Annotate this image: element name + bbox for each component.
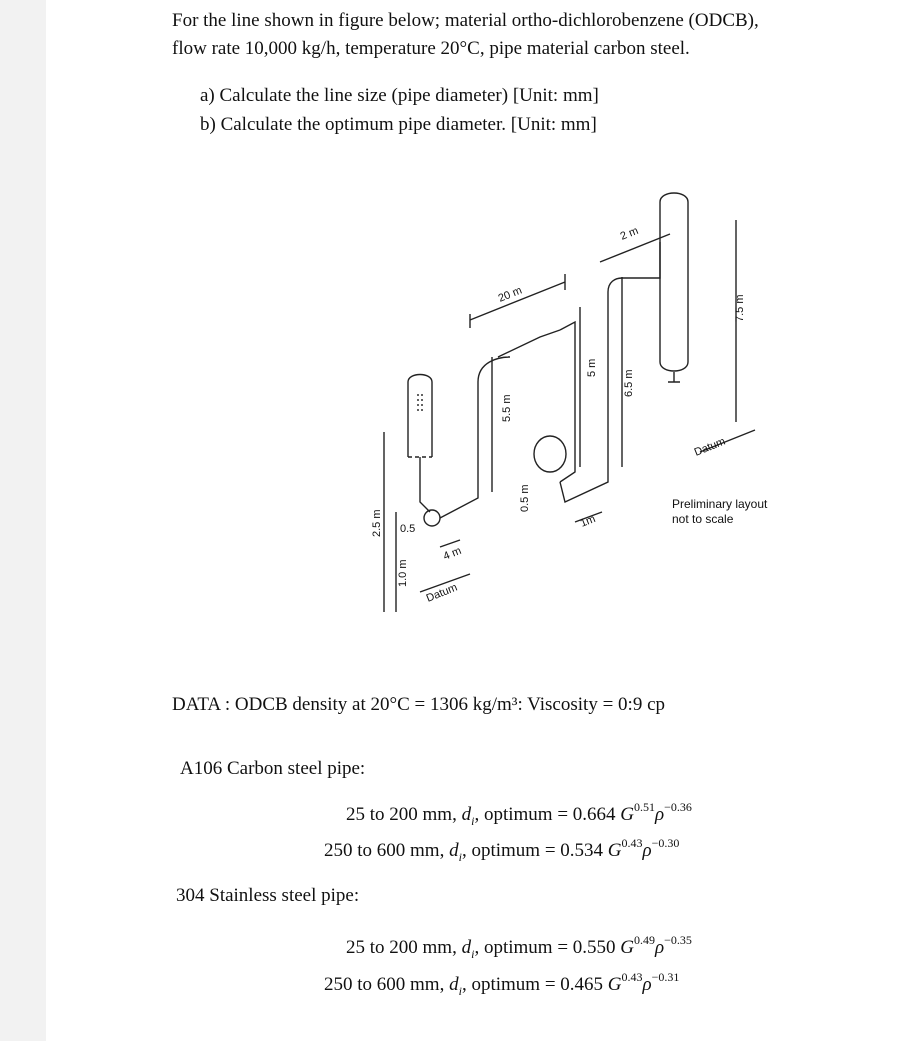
left-margin-bar (0, 0, 46, 1041)
piping-layout-figure (360, 182, 820, 622)
question-b: b) Calculate the optimum pipe diameter. [Unit: mm] (200, 114, 597, 135)
dim-1-0m: 1.0 m (397, 559, 409, 587)
dim-5-5m: 5.5 m (501, 394, 513, 422)
stainless-eq-2: 250 to 600 mm, $d_i$, optimum = 0.465 $G^{0.43}\rho^{-0.31}$ (324, 970, 680, 998)
dim-0-5m: 0.5 m (519, 484, 531, 512)
dim-2-5m: 2.5 m (371, 509, 383, 537)
stainless-steel-heading: 304 Stainless steel pipe: (176, 885, 360, 906)
dim-2m: 2 m (618, 224, 641, 243)
carbon-steel-heading: A106 Carbon steel pipe: (180, 758, 366, 779)
dim-7-5m: 7.5 m (734, 294, 746, 322)
layout-note-line-1: Preliminary layout (672, 497, 768, 511)
dim-20m: 20 m (496, 284, 524, 305)
dim-1m: 1m (578, 512, 598, 530)
dim-4m: 4 m (441, 544, 464, 563)
datum-left-label: Datum (424, 581, 460, 605)
left-pump (424, 510, 440, 526)
dim-0-5: 0.5 (400, 523, 416, 535)
layout-note-line-2: not to scale (672, 512, 734, 526)
carbon-eq-2: 250 to 600 mm, $d_i$, optimum = 0.534 $G^{0.43}\rho^{-0.30}$ (324, 836, 680, 864)
carbon-eq-1: 25 to 200 mm, $d_i$, optimum = 0.664 $G^{0.51}\rho^{-0.36}$ (346, 800, 692, 828)
data-line: DATA : ODCB density at 20°C = 1306 kg/m³: Viscosity = 0:9 cp (172, 694, 665, 715)
dim-6-5m: 6.5 m (623, 369, 635, 397)
datum-right-label: Datum (692, 435, 728, 459)
problem-intro-line-2: flow rate 10,000 kg/h, temperature 20°C, pipe material carbon steel. (172, 38, 690, 59)
dim-5m: 5 m (586, 358, 598, 377)
right-vessel (660, 193, 688, 371)
problem-intro-line-1: For the line shown in figure below; material ortho-dichlorobenzene (ODCB), (172, 10, 759, 31)
stainless-eq-1: 25 to 200 mm, $d_i$, optimum = 0.550 $G^{0.49}\rho^{-0.35}$ (346, 933, 692, 961)
middle-pump (534, 436, 566, 472)
left-vessel (408, 375, 432, 458)
question-a: a) Calculate the line size (pipe diameter) [Unit: mm] (200, 85, 599, 106)
